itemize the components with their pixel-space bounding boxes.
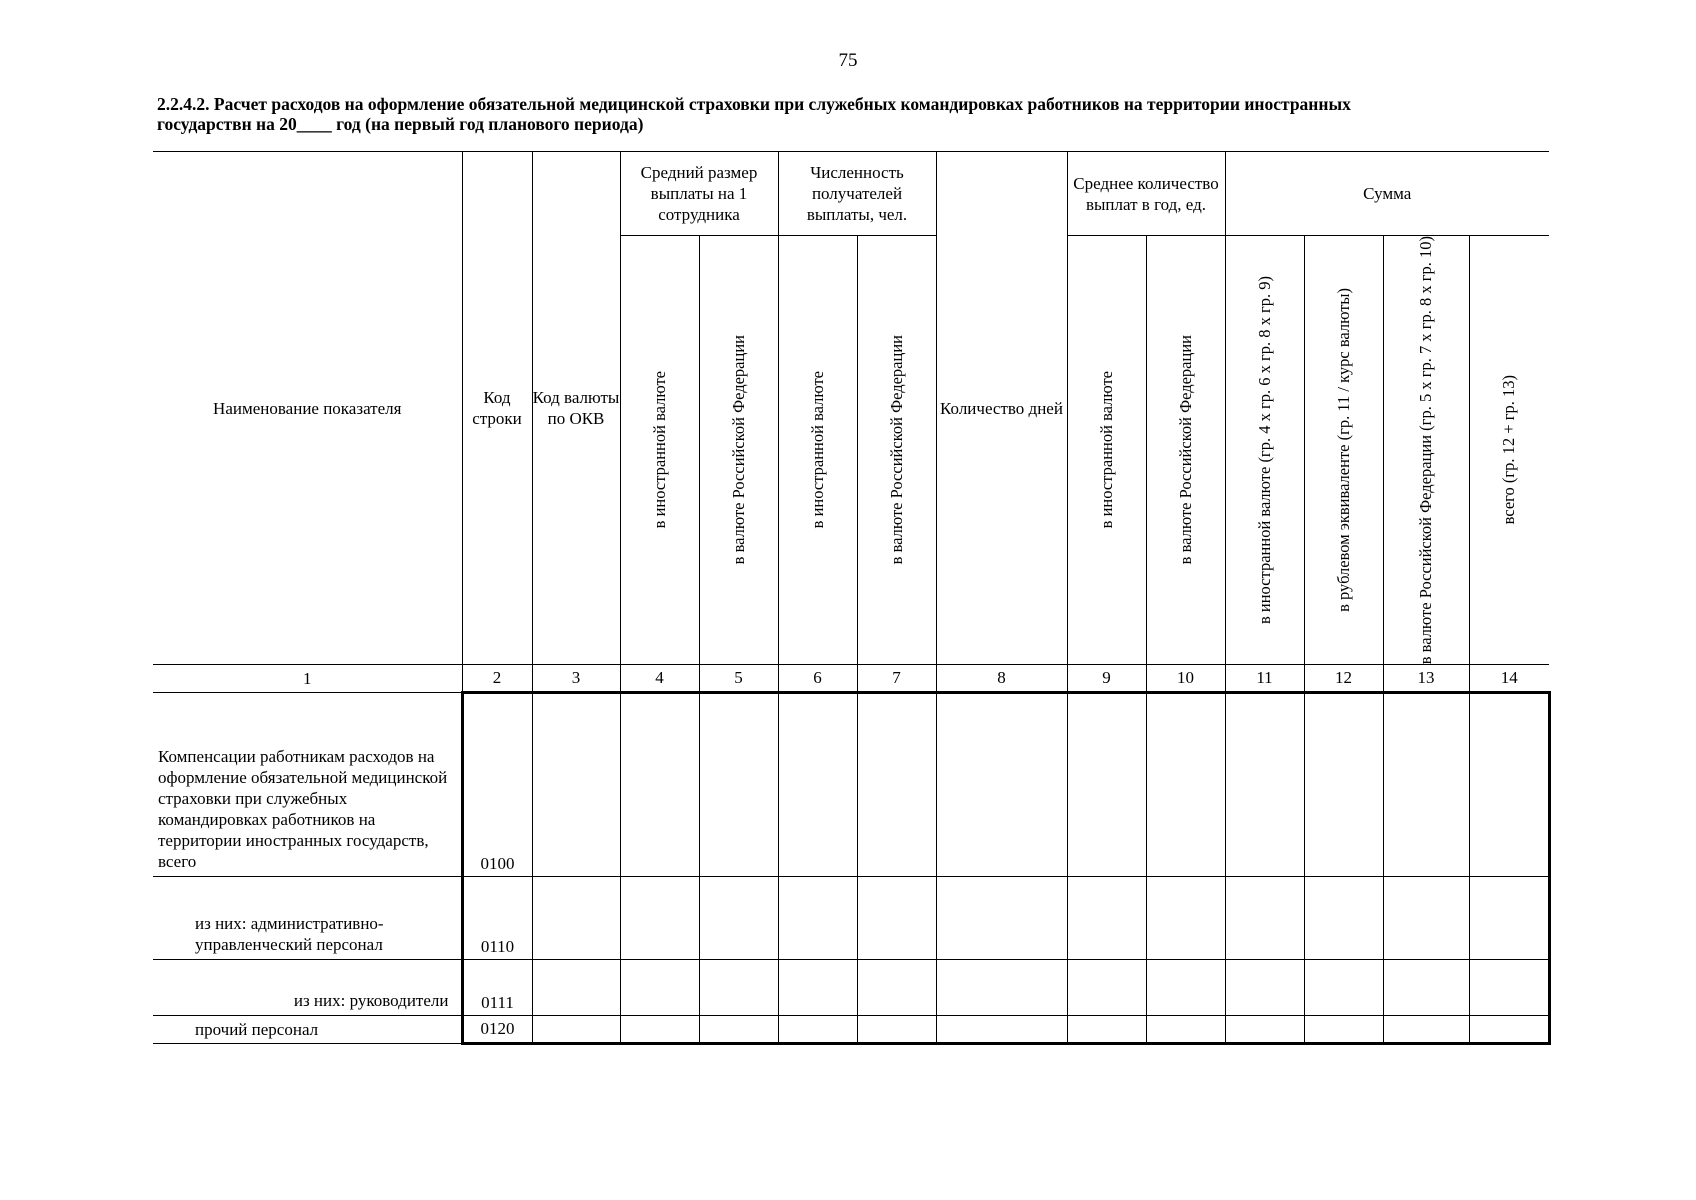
header-col6: в иностранной валюте [807,371,827,529]
data-cell[interactable] [1067,877,1146,960]
header-col4: в иностранной валюте [649,371,669,529]
data-cell[interactable] [1469,960,1549,1016]
data-cell[interactable] [1146,877,1225,960]
data-cell[interactable] [532,1016,620,1044]
title-line-2: государствн на 20____ год (на первый год планового периода) [157,114,644,134]
data-cell[interactable] [1383,1016,1469,1044]
row-code: 0111 [462,960,532,1016]
data-cell[interactable] [620,693,699,877]
header-row-code: Код строки [462,152,532,665]
form-table [153,151,1551,1045]
column-number: 13 [1383,665,1469,693]
row-code: 0120 [462,1016,532,1044]
header-col12: в рублевом эквиваленте (гр. 11 / курс валюты) [1333,288,1353,613]
data-cell[interactable] [1304,960,1383,1016]
column-number: 5 [699,665,778,693]
data-cell[interactable] [532,877,620,960]
data-cell[interactable] [532,960,620,1016]
header-col11: в иностранной валюте (гр. 4 х гр. 6 х гр. 8 х гр. 9) [1254,276,1274,625]
column-number: 4 [620,665,699,693]
header-name: Наименование показателя [153,152,462,665]
data-cell[interactable] [699,877,778,960]
data-cell[interactable] [778,877,857,960]
data-cell[interactable] [857,960,936,1016]
data-cell[interactable] [857,1016,936,1044]
data-cell[interactable] [936,693,1067,877]
column-number: 2 [462,665,532,693]
data-cell[interactable] [1383,693,1469,877]
header-col14: всего (гр. 12 + гр. 13) [1499,375,1519,525]
data-cell[interactable] [620,960,699,1016]
data-cell[interactable] [1146,1016,1225,1044]
data-cell[interactable] [1383,960,1469,1016]
data-cell[interactable] [1383,877,1469,960]
header-sum: Сумма [1225,152,1549,236]
column-number: 1 [153,665,462,693]
row-name: из них: руководители [153,960,462,1016]
row-code: 0100 [462,693,532,877]
data-cell[interactable] [620,877,699,960]
column-number: 9 [1067,665,1146,693]
data-cell[interactable] [778,1016,857,1044]
column-number: 8 [936,665,1067,693]
page-number: 75 [838,50,858,71]
data-cell[interactable] [699,1016,778,1044]
column-number: 3 [532,665,620,693]
data-cell[interactable] [699,693,778,877]
data-cell[interactable] [857,693,936,877]
data-cell[interactable] [778,693,857,877]
data-cell[interactable] [699,960,778,1016]
data-cell[interactable] [778,960,857,1016]
data-cell[interactable] [936,1016,1067,1044]
data-cell[interactable] [620,1016,699,1044]
header-days: Количество дней [936,152,1067,665]
column-number: 12 [1304,665,1383,693]
table-row [153,960,1549,1016]
header-col7: в валюте Российской Федерации [886,335,906,565]
header-col13: в валюте Российской Федерации (гр. 5 х гр. 7 х гр. 8 х гр. 10) [1416,236,1435,665]
data-cell[interactable] [1146,960,1225,1016]
header-avg-count: Среднее количество выплат в год, ед. [1067,152,1225,236]
data-cell[interactable] [1225,877,1304,960]
row-code: 0110 [462,877,532,960]
header-recipients: Численность получателей выплаты, чел. [778,152,936,236]
column-number: 6 [778,665,857,693]
data-cell[interactable] [1304,877,1383,960]
column-number: 7 [857,665,936,693]
row-name: из них: административно-управленческий персонал [153,877,462,960]
row-name: прочий персонал [153,1016,462,1044]
header-currency-code: Код валюты по ОКВ [532,152,620,665]
data-cell[interactable] [532,693,620,877]
header-col5: в валюте Российской Федерации [728,335,748,565]
header-avg-payment: Средний размер выплаты на 1 сотрудника [620,152,778,236]
column-number: 14 [1469,665,1549,693]
data-cell[interactable] [1469,877,1549,960]
document-title [157,94,1557,134]
data-cell[interactable] [936,960,1067,1016]
data-cell[interactable] [1067,960,1146,1016]
data-cell[interactable] [936,877,1067,960]
table-row [153,1016,1549,1044]
data-cell[interactable] [1225,960,1304,1016]
data-cell[interactable] [857,877,936,960]
data-cell[interactable] [1067,693,1146,877]
column-number: 10 [1146,665,1225,693]
data-cell[interactable] [1304,693,1383,877]
data-cell[interactable] [1469,1016,1549,1044]
data-cell[interactable] [1146,693,1225,877]
header-col9: в иностранной валюте [1096,371,1116,529]
data-cell[interactable] [1225,693,1304,877]
table-row [153,693,1549,877]
header-col10: в валюте Российской Федерации [1175,335,1195,565]
data-cell[interactable] [1304,1016,1383,1044]
data-cell[interactable] [1469,693,1549,877]
column-number: 11 [1225,665,1304,693]
title-line-1: 2.2.4.2. Расчет расходов на оформление обязательной медицинской страховки при служебных командировках работников на территории иностранных [157,94,1351,114]
table-row [153,877,1549,960]
data-cell[interactable] [1225,1016,1304,1044]
row-name: Компенсации работникам расходов на оформление обязательной медицинской страховки при служебных командировках работников на территории иностранных государств, всего [153,693,462,877]
data-cell[interactable] [1067,1016,1146,1044]
